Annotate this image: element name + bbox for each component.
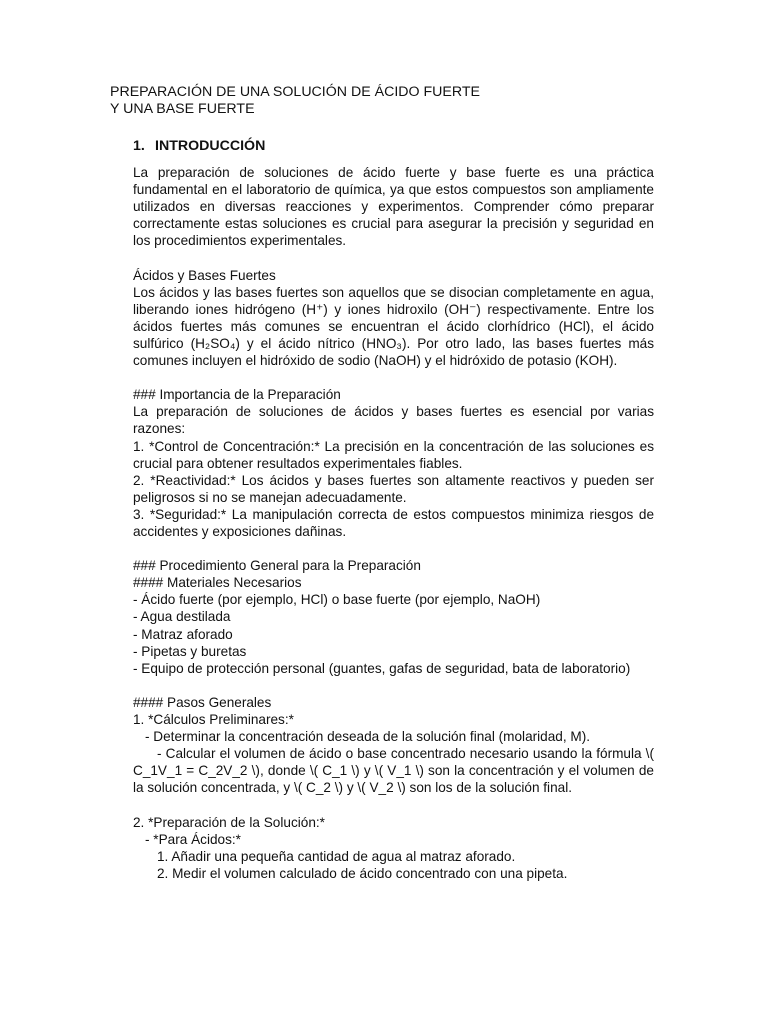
subheading-procedure: ### Procedimiento General para la Preparación [133,558,421,574]
list-item: - Agua destilada [133,609,231,625]
list-item: - Pipetas y buretas [133,643,247,659]
importance-item-1: 1. *Control de Concentración:* La precisión en la concentración de las soluciones es crucial para obtener resultados experimentales fiables. [133,438,654,471]
step-2-acids-item-1: 1. Añadir una pequeña cantidad de agua al matraz aforado. [157,848,516,864]
step-1-item-a: - Determinar la concentración deseada de la solución final (molaridad, M). [145,729,591,745]
subheading-materials: #### Materiales Necesarios [133,575,302,591]
importance-intro: La preparación de soluciones de ácidos y bases fuertes es esencial por varias razones: [133,404,654,437]
step-2-acids: - *Para Ácidos:* [145,831,241,847]
list-item: - Ácido fuerte (por ejemplo, HCl) o base fuerte (por ejemplo, NaOH) [133,592,541,608]
importance-item-3: 3. *Seguridad:* La manipulación correcta de estos compuestos minimiza riesgos de accidentes y exposiciones dañinas. [133,506,654,539]
subheading-importance: ### Importancia de la Preparación [133,387,341,403]
section-number: 1. [133,138,145,154]
acids-bases-paragraph: Los ácidos y las bases fuertes son aquellos que se disocian completamente en agua, liberando iones hidrógeno (H⁺) y iones hidroxilo (OH⁻) respectivamente. Entre los ácidos fuertes más comunes se encuentran el ácido clorhídrico (HCl), el ácido sulfúrico (H₂SO₄) y el ácido nítrico (HNO₃). Por otro lado, las bases fuertes más comunes incluyen el hidróxido de sodio (NaOH) y el hidróxido de potasio (KOH). [133,284,654,369]
document-body [133,164,654,882]
document-title [110,84,480,118]
section-title: INTRODUCCIÓN [155,138,266,154]
list-item: - Matraz aforado [133,626,233,642]
step-2-title: 2. *Preparación de la Solución:* [133,814,325,830]
step-2-acids-item-2: 2. Medir el volumen calculado de ácido concentrado con una pipeta. [157,865,568,881]
list-item: - Equipo de protección personal (guantes, gafas de seguridad, bata de laboratorio) [133,660,631,676]
step-1-item-b: - Calcular el volumen de ácido o base concentrado necesario usando la fórmula \( C_1V_1 = C_2V_2 \), donde \( C_1 \) y \( V_1 \) son la concentración y el volumen de la solución concentrada, y \( C_2 \) y \( V_2 \) son los de la solución final. [133,746,654,796]
intro-paragraph: La preparación de soluciones de ácido fuerte y base fuerte es una práctica fundamental en el laboratorio de química, ya que estos compuestos son ampliamente utilizados en diversas reacciones y experimentos. Comprender cómo preparar correctamente estas soluciones es crucial para asegurar la precisión y seguridad en los procedimientos experimentales. [133,165,654,249]
subheading-acids-bases: Ácidos y Bases Fuertes [133,267,276,283]
section-heading-introduccion [133,138,265,154]
importance-item-2: 2. *Reactividad:* Los ácidos y bases fuertes son altamente reactivos y pueden ser peligrosos si no se manejan adecuadamente. [133,472,654,505]
title-line-1: PREPARACIÓN DE UNA SOLUCIÓN DE ÁCIDO FUERTE [110,84,480,100]
subheading-steps: #### Pasos Generales [133,694,272,710]
step-1-title: 1. *Cálculos Preliminares:* [133,712,294,727]
title-line-2: Y UNA BASE FUERTE [110,101,255,117]
